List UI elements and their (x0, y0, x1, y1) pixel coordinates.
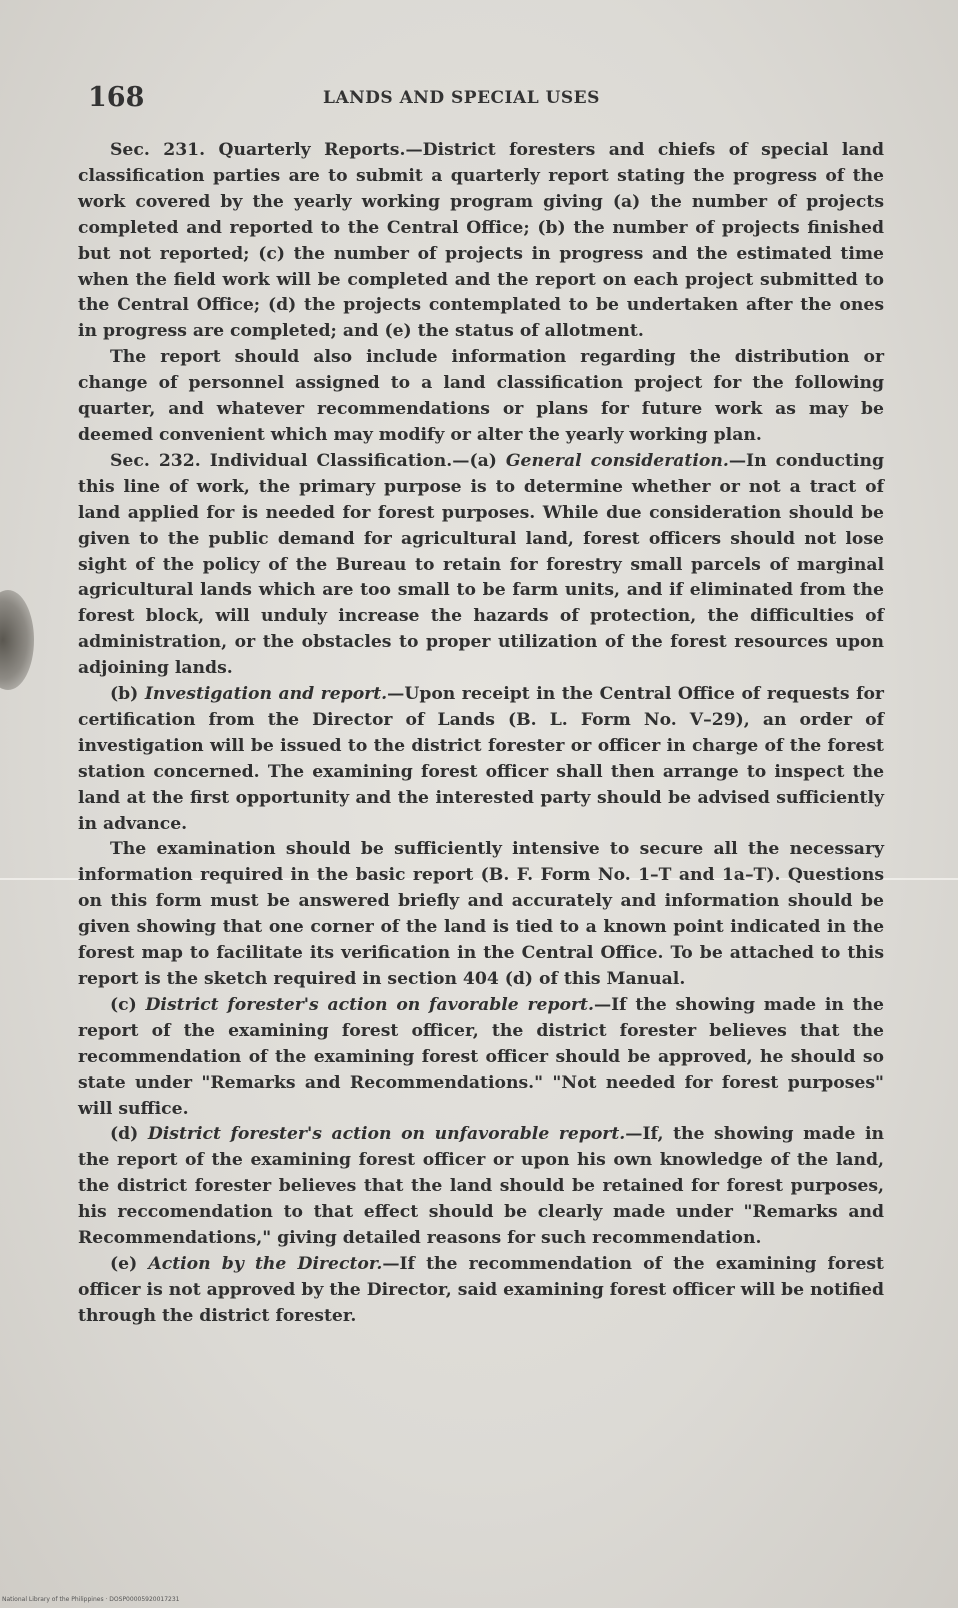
subsection-letter: —(a) (452, 450, 506, 471)
subsection-letter: (b) (110, 684, 145, 705)
paragraph-sec-231 (78, 138, 884, 345)
paragraph (78, 837, 884, 992)
section-heading: Sec. 231. Quarterly Reports. (110, 140, 406, 160)
paragraph-text: —In conducting this line of work, the primary purpose is to determine whether or not a tract of land applied for is needed for forest purposes. While due consideration should be given to the public demand for agricultural land, forest officers should not lose sight of the policy of the Bureau to retain for forestry small parcels of marginal agricultural lands which are too small to be farm units, and if eliminated from the forest block, will unduly increase the hazards of protection, the difficulties of administration, or the obstacles to proper utilization of the forest resources upon adjoining lands. (78, 450, 884, 679)
paragraph-text: —If the showing made in the report of the examining forest officer, the district forester believes that the recommendation of the examining forest officer should be approved, he should so state under "Remarks and Recommendations." "Not needed for forest purposes" will suffice. (78, 994, 884, 1119)
paragraph (78, 345, 884, 449)
paragraph-text: —District foresters and chiefs of special land classification parties are to submit a quarterly report stating the progress of the work covered by the yearly working program giving (a) the number of projects completed and reported to the Central Office; (b) the number of projects finished but not reported; (c) the number of projects in progress and the estimated time when the field work will be completed and the report on each project submitted to the Central Office; (d) the projects contemplated to be undertaken after the ones in progress are completed; and (e) the status of allotment. (78, 140, 884, 342)
paragraph-e (78, 1252, 884, 1330)
page-header (88, 82, 888, 122)
subsection-title: Investigation and report. (144, 684, 388, 705)
subsection-title: General consideration. (505, 450, 729, 471)
paragraph-text: The examination should be sufficiently intensive to secure all the necessary information required in the basic report (B. F. Form No. 1–T and 1a–T). Questions on this form must be answered briefly and accurately and information should be given showing that one corner of the land is tied to a known point indicated in the forest map to facilitate its verification in the Central Office. To be attached to this report is the sketch required in section 404 (d) of this Manual. (78, 839, 884, 989)
paragraph-text: —If, the showing made in the report of the examining forest officer or upon his own knowledge of the land, the district forester believes that the land should be retained for forest purposes, his reccomendation to that effect should be clearly made under "Remarks and Recommendations," giving detailed reasons for such recommendation. (78, 1124, 884, 1249)
subsection-letter: (d) (110, 1124, 148, 1145)
paragraph-d (78, 1122, 884, 1252)
body-text (78, 138, 884, 1330)
page-number: 168 (88, 82, 145, 113)
paragraph-text: —If the recommendation of the examining forest officer is not approved by the Director, said examining forest officer will be notified through the district forester. (78, 1253, 884, 1326)
subsection-letter: (e) (110, 1253, 149, 1274)
paragraph-c (78, 993, 884, 1123)
scan-footer: National Library of the Philippines · DOSP00005920017231 (2, 1596, 180, 1603)
running-head: LANDS AND SPECIAL USES (323, 88, 600, 108)
paragraph-text: The report should also include information regarding the distribution or change of personnel assigned to a land classification project for the following quarter, and whatever recommendations or plans for future work as may be deemed convenient which may modify or alter the yearly working plan. (78, 347, 884, 445)
paragraph-b (78, 682, 884, 837)
paragraph-text: —Upon receipt in the Central Office of requests for certification from the Director of Lands (B. L. Form No. V–29), an order of investigation will be issued to the district forester or officer in charge of the forest station concerned. The examining forest officer shall then arrange to inspect the land at the first opportunity and the interested party should be advised sufficiently in advance. (78, 684, 884, 834)
subsection-title: Action by the Director. (148, 1253, 383, 1274)
paragraph-sec-232-a (78, 449, 884, 682)
scan-thumb-artifact (0, 590, 34, 690)
subsection-title: District forester's action on favorable report. (145, 994, 594, 1015)
section-heading: Sec. 232. Individual Classification. (110, 450, 453, 471)
subsection-letter: (c) (110, 994, 146, 1015)
subsection-title: District forester's action on unfavorable report. (147, 1124, 626, 1145)
